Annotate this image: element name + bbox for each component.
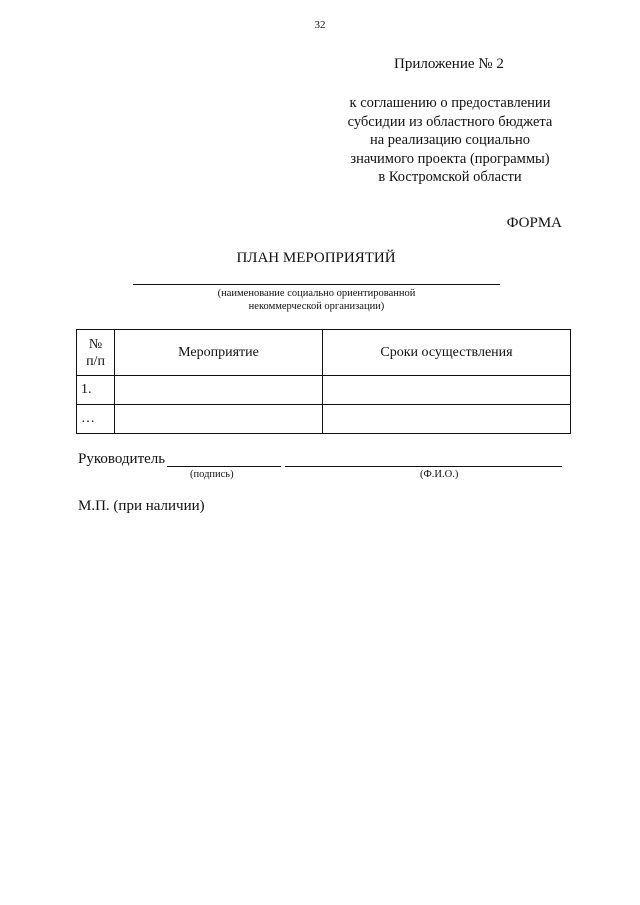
appendix-subtitle-line: к соглашению о предоставлении [349,95,551,111]
plan-table [76,329,571,434]
name-caption: (Ф.И.О.) [420,469,459,480]
org-name-caption [133,287,500,313]
form-label: ФОРМА [506,215,562,231]
header-number-pp: п/п [86,353,105,369]
dates-cell[interactable] [323,376,571,405]
table-row [77,376,571,405]
header-event: Мероприятие [115,330,323,376]
row-number: … [77,405,115,434]
plan-title: ПЛАН МЕРОПРИЯТИЙ [236,250,396,266]
seal-note: М.П. (при наличии) [78,498,205,514]
signature-caption: (подпись) [190,469,234,480]
signature-label: Руководитель [78,451,166,467]
appendix-subtitle-line: на реализацию социально [369,132,530,148]
row-number: 1. [77,376,115,405]
table-row [77,405,571,434]
header-number-sign: № [88,336,103,352]
appendix-subtitle-line: значимого проекта (программы) [350,150,550,167]
dates-cell[interactable] [323,405,571,434]
org-name-field-line[interactable] [133,284,500,285]
header-dates: Сроки осуществления [323,330,571,376]
event-cell[interactable] [115,405,323,434]
event-cell[interactable] [115,376,323,405]
header-number [77,330,115,376]
appendix-title: Приложение № 2 [394,56,504,72]
signature-field-line[interactable] [167,466,281,467]
table-header-row [77,330,571,376]
appendix-subtitle-line: субсидии из областного бюджета [347,113,553,130]
org-caption-line: (наименование социально ориентированной [217,288,416,299]
appendix-subtitle-line: в Костромской области [378,169,522,185]
name-field-line[interactable] [285,466,562,467]
org-caption-line: некоммерческой организации) [248,301,385,312]
appendix-subtitle [330,94,570,187]
page-number: 32 [314,19,326,31]
